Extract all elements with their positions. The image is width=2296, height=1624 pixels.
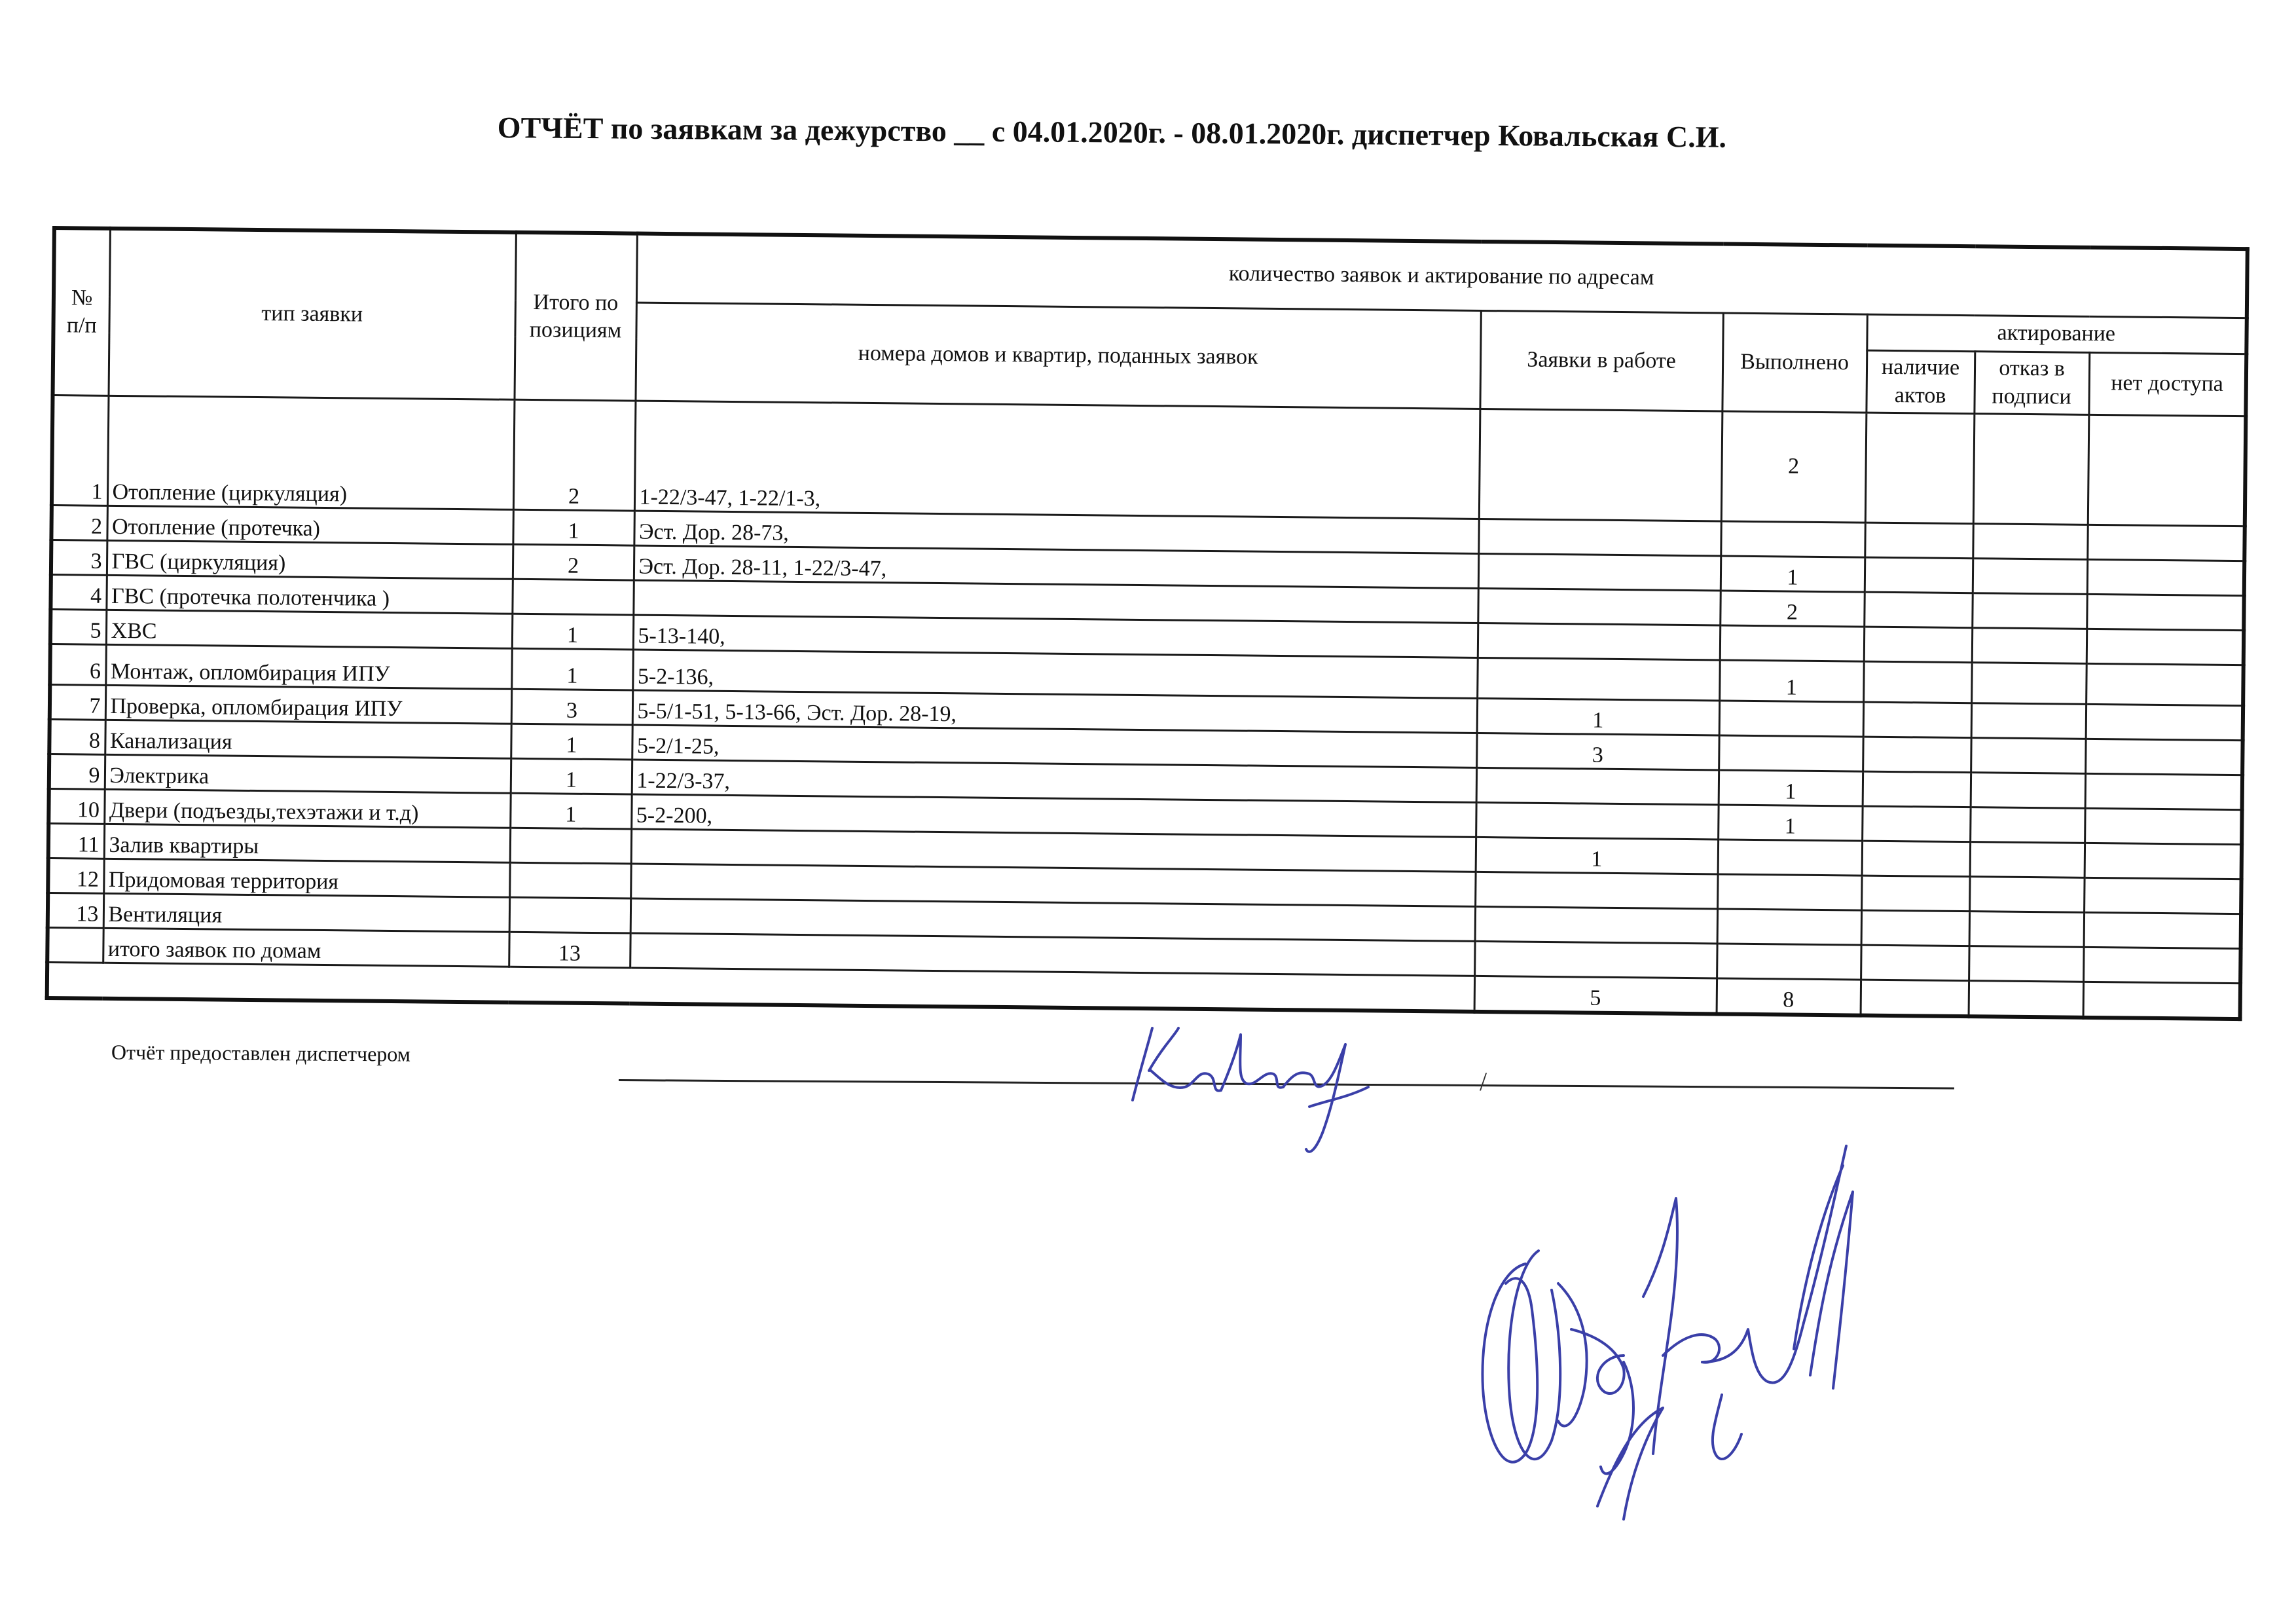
totals-subrow-no-access <box>2083 982 2241 1019</box>
row-done <box>1719 700 1863 736</box>
row-addresses: 5-13-140, <box>633 615 1478 657</box>
signature-stamp <box>1427 1113 1886 1559</box>
row-total: 1 <box>511 648 633 690</box>
row-done <box>1717 908 1861 944</box>
dispatcher-signature <box>1113 1008 1388 1166</box>
row-total: 3 <box>511 689 633 725</box>
col-header-done: Выполнено <box>1722 313 1867 413</box>
row-done <box>1718 839 1862 875</box>
col-header-addresses: номера домов и квартир, поданных заявок <box>635 303 1480 409</box>
row-total: 1 <box>513 509 634 545</box>
totals-done-empty <box>1717 943 1861 979</box>
row-refusal <box>1969 876 2085 912</box>
row-no-access <box>2085 843 2242 879</box>
row-done: 1 <box>1721 555 1865 591</box>
totals-in-work-empty <box>1474 941 1717 978</box>
row-addresses: 5-2/1-25, <box>632 725 1476 767</box>
col-header-group: количество заявок и актирование по адресам <box>636 234 2248 318</box>
row-no-access <box>2086 629 2244 665</box>
row-refusal <box>1971 737 2086 773</box>
row-num: 1 <box>52 395 109 506</box>
row-type: Залив квартиры <box>104 824 510 862</box>
row-no-access <box>2087 525 2244 561</box>
row-total <box>510 828 632 864</box>
row-type: Отопление (циркуляция) <box>107 396 515 509</box>
row-in-work <box>1477 657 1720 701</box>
row-done: 1 <box>1718 804 1862 840</box>
row-acts <box>1865 413 1975 524</box>
row-no-access <box>2087 559 2244 595</box>
row-done: 2 <box>1721 411 1867 522</box>
row-refusal <box>1971 662 2086 704</box>
row-num: 12 <box>48 858 104 893</box>
report-body <box>47 395 2246 1019</box>
row-in-work <box>1478 623 1720 660</box>
row-refusal <box>1971 703 2086 739</box>
row-in-work <box>1476 802 1718 840</box>
row-addresses: Эст. Дор. 28-73, <box>634 511 1478 553</box>
row-num: 4 <box>50 574 107 610</box>
row-done: 1 <box>1719 769 1863 805</box>
row-done: 2 <box>1720 590 1864 626</box>
row-addresses: 1-22/3-47, 1-22/1-3, <box>634 401 1480 519</box>
row-num: 10 <box>48 788 105 824</box>
row-no-access <box>2085 773 2242 809</box>
row-refusal <box>1971 772 2086 808</box>
row-total: 1 <box>511 724 632 760</box>
row-refusal <box>1972 627 2087 663</box>
totals-done: 8 <box>1717 978 1861 1015</box>
row-acts <box>1864 627 1973 663</box>
row-in-work <box>1478 519 1721 556</box>
row-acts <box>1862 806 1971 842</box>
row-total: 1 <box>512 614 634 650</box>
row-done <box>1717 874 1861 910</box>
row-total <box>509 897 631 933</box>
footer-label: Отчёт предоставлен диспетчером <box>111 1040 411 1066</box>
row-total: 2 <box>513 544 634 580</box>
row-addresses: Эст. Дор. 28-11, 1-22/3-47, <box>634 545 1478 588</box>
row-in-work: 1 <box>1477 698 1719 735</box>
row-acts <box>1861 876 1970 912</box>
row-done: 1 <box>1719 659 1864 701</box>
row-acts <box>1864 592 1973 628</box>
row-addresses: 1-22/3-37, <box>632 760 1476 802</box>
col-header-act-group: актирование <box>1867 314 2247 354</box>
totals-subrow-acts <box>1861 980 1969 1016</box>
row-refusal <box>1969 911 2085 947</box>
row-total: 1 <box>510 793 632 829</box>
row-acts <box>1863 702 1972 738</box>
row-acts <box>1865 557 1973 593</box>
row-refusal <box>1970 841 2085 877</box>
row-refusal <box>1973 523 2088 559</box>
row-done <box>1720 625 1864 661</box>
row-addresses: 5-2-200, <box>631 794 1476 837</box>
row-acts <box>1863 661 1972 703</box>
row-done <box>1719 735 1863 771</box>
col-header-refusal: отказ в подписи <box>1974 351 2089 415</box>
row-type: Электрика <box>105 754 511 793</box>
row-in-work <box>1476 767 1719 805</box>
col-header-num: № п/п <box>53 228 110 396</box>
row-num: 6 <box>50 644 106 685</box>
row-acts <box>1863 771 1971 807</box>
row-in-work: 1 <box>1476 837 1718 874</box>
row-no-access <box>2086 594 2244 630</box>
row-addresses: 5-2-136, <box>632 650 1478 698</box>
row-acts <box>1861 910 1970 946</box>
row-in-work <box>1475 872 1717 909</box>
row-type: Отопление (протечка) <box>107 506 513 544</box>
row-no-access <box>2086 704 2243 740</box>
row-type: ХВС <box>106 610 512 648</box>
row-type: ГВС (протечка полотенчика ) <box>106 575 512 614</box>
col-header-total: Итого по позициям <box>514 232 636 401</box>
row-done <box>1721 521 1865 557</box>
row-no-access <box>2085 739 2242 775</box>
row-acts <box>1865 523 1973 559</box>
report-title: ОТЧЁТ по заявкам за дежурство __ с 04.01.2020г. - 08.01.2020г. диспетчер Ковальская С.И. <box>497 110 1727 154</box>
row-no-access <box>2085 808 2242 844</box>
row-num: 11 <box>48 823 105 858</box>
row-type: ГВС (циркуляция) <box>107 540 513 579</box>
totals-total: 13 <box>509 932 630 968</box>
row-no-access <box>2088 415 2246 526</box>
col-header-type: тип заявки <box>109 229 516 399</box>
row-num: 13 <box>48 893 104 928</box>
totals-no-access <box>2083 947 2240 983</box>
col-header-no-access: нет доступа <box>2088 352 2246 416</box>
totals-label: итого заявок по домам <box>103 928 509 967</box>
row-type: Вентиляция <box>103 893 509 932</box>
row-num: 2 <box>51 505 107 540</box>
row-total: 1 <box>511 758 632 794</box>
row-type: Монтаж, опломбирация ИПУ <box>105 644 512 689</box>
row-num: 3 <box>51 540 107 575</box>
row-num: 9 <box>49 754 105 789</box>
totals-acts <box>1861 945 1969 981</box>
row-type: Придомовая территория <box>103 858 509 897</box>
totals-num <box>47 927 103 963</box>
row-no-access <box>2086 663 2244 705</box>
row-in-work: 3 <box>1476 733 1719 770</box>
report-sheet <box>45 226 2250 1021</box>
row-no-access <box>2084 912 2241 948</box>
col-header-acts: наличие актов <box>1866 350 1975 414</box>
table-row <box>52 395 2246 526</box>
signature-slash: / <box>1480 1067 1487 1096</box>
row-acts <box>1863 737 1971 773</box>
row-refusal <box>1973 558 2088 594</box>
row-total: 2 <box>513 399 636 511</box>
row-type: Двери (подъезды,техэтажи и т.д) <box>104 789 510 828</box>
row-num: 8 <box>49 719 105 754</box>
row-refusal <box>1970 807 2085 843</box>
row-addresses: 5-5/1-51, 5-13-66, Эст. Дор. 28-19, <box>632 690 1477 733</box>
row-in-work <box>1479 409 1722 521</box>
totals-in-work: 5 <box>1474 976 1717 1014</box>
row-refusal <box>1972 593 2087 629</box>
report-table <box>45 226 2250 1021</box>
row-in-work <box>1478 588 1720 625</box>
row-type: Канализация <box>105 720 511 758</box>
totals-refusal <box>1969 946 2084 982</box>
row-num: 7 <box>50 684 106 720</box>
row-type: Проверка, опломбирация ИПУ <box>105 685 511 724</box>
row-in-work <box>1478 553 1721 591</box>
row-no-access <box>2084 877 2241 913</box>
row-in-work <box>1475 906 1717 944</box>
row-acts <box>1862 841 1971 877</box>
row-total <box>512 579 634 615</box>
row-num: 5 <box>50 609 107 644</box>
row-total <box>509 862 631 898</box>
row-refusal <box>1973 413 2089 525</box>
totals-subrow-refusal <box>1969 980 2084 1017</box>
col-header-in-work: Заявки в работе <box>1480 310 1722 411</box>
